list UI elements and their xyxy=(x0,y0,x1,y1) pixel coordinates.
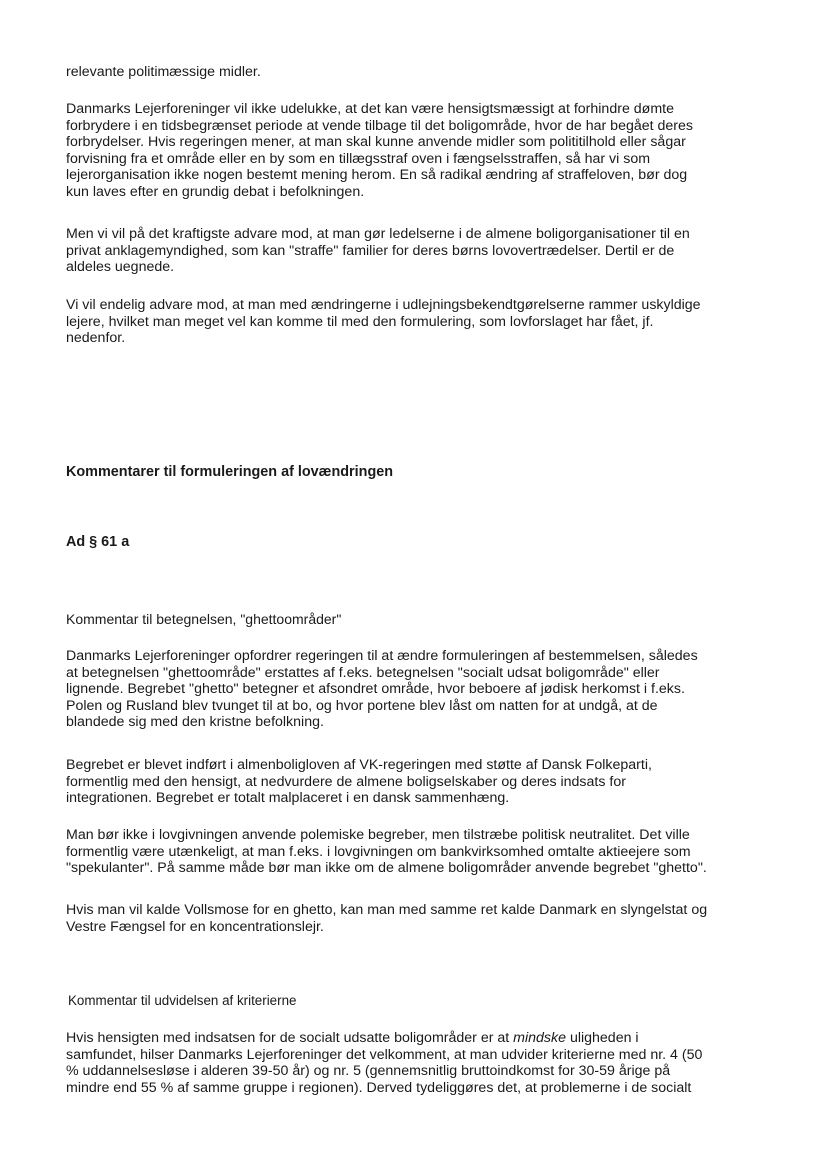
text-line: Polen og Rusland blev tvunget til at bo, og hvor portene blev låst om natten for at undgå, at de xyxy=(66,697,658,714)
text-line: formentlig være utænkeligt, at man f.eks. i lovgivningen om bankvirksomhed omtalte aktieejere som xyxy=(66,843,691,860)
intro-paragraph xyxy=(66,64,261,81)
section-heading: Kommentarer til formuleringen af lovændringen xyxy=(66,464,394,480)
text-line: aldeles uegnede. xyxy=(66,259,175,276)
text-line: % uddannelsesløse i alderen 39-50 år) og nr. 5 (gennemsnitlig bruttoindkomst for 30-59 årige på xyxy=(66,1063,671,1080)
text-line: mindre end 55 % af samme gruppe i regionen). Derved tydeliggøres det, at problemerne i de socialt xyxy=(66,1079,692,1096)
text-line: Danmarks Lejerforeninger vil ikke udelukke, at det kan være hensigtsmæssigt at forhindre dømte xyxy=(66,101,674,117)
text-line: integrationen. Begrebet er totalt malplaceret i en dansk sammenhæng. xyxy=(66,790,510,807)
text-line: Man bør ikke i lovgivningen anvende polemiske begreber, men tilstræbe politisk neutralitet. Det ville xyxy=(66,827,690,843)
text-line: forbrydelser. Hvis regeringen mener, at man skal kunne anvende midler som polititilhold eller sågar xyxy=(66,134,686,151)
text-line: relevante politimæssige midler. xyxy=(66,64,261,80)
comment-heading-ghetto: Kommentar til betegnelsen, "ghettoområder" xyxy=(66,611,342,627)
text-segment: uligheden i xyxy=(566,1030,639,1046)
emphasis-text: mindske xyxy=(513,1030,566,1046)
text-line xyxy=(66,1030,702,1047)
text-line: "spekulanter". På samme måde bør man ikke om de almene boligområder anvende begrebet "ghetto". xyxy=(66,860,707,877)
text-line: Danmarks Lejerforeninger opfordrer regeringen til at ændre formuleringen af bestemmelsen, således xyxy=(66,648,698,664)
text-line: privat anklagemyndighed, som kan "straffe" familier for deres børns lovovertrædelser. Dertil er de xyxy=(66,242,675,259)
paragraph-warning xyxy=(66,226,690,276)
text-line: Begrebet er blevet indført i almenboligloven af VK-regeringen med støtte af Dansk Folkeparti, xyxy=(66,757,652,773)
text-line: forvisning fra et område eller en by som en tillægsstraf oven i fængselsstraffen, så har vi som xyxy=(66,150,651,167)
text-line: at betegnelsen "ghettoområde" erstattes af f.eks. betegnelsen "socialt udsat boligområde" eller xyxy=(66,664,660,681)
comment-heading-criteria: Kommentar til udvidelsen af kriterierne xyxy=(68,993,297,1008)
subsection-heading: Ad § 61 a xyxy=(66,534,130,550)
text-line: Hvis man vil kalde Vollsmose for en ghetto, kan man med samme ret kalde Danmark en slyngelstat og xyxy=(66,902,708,918)
paragraph-vollsmose xyxy=(66,902,707,935)
text-line: lejerorganisation ikke nogen bestemt mening herom. En så radikal ændring af straffeloven, bør dog xyxy=(66,167,688,184)
text-line: kun laves efter en grundig debat i befolkningen. xyxy=(66,183,365,200)
text-line: lignende. Begrebet "ghetto" betegner et afsondret område, hvor beboere af jødisk herkomst i f.eks. xyxy=(66,681,685,698)
paragraph-exclusion xyxy=(66,101,693,201)
text-line: Vestre Fængsel for en koncentrationslejr. xyxy=(66,918,324,935)
text-line: forbrydere i en tidsbegrænset periode at vende tilbage til det boligområde, hvor de har begået deres xyxy=(66,117,694,134)
text-segment: Hvis hensigten med indsatsen for de socialt udsatte boligområder er at xyxy=(66,1030,514,1046)
paragraph-term-origin xyxy=(66,757,652,807)
text-line: samfundet, hilser Danmarks Lejerforeninger det velkomment, at man udvider kriterierne med nr. 4 (50 xyxy=(66,1046,703,1063)
text-line: lejere, hvilket man meget vel kan komme til med den formulering, som lovforslaget har fået, jf. xyxy=(66,313,654,330)
paragraph-final-warning xyxy=(66,297,701,347)
text-line: nedenfor. xyxy=(66,330,126,347)
paragraph-ghetto-term xyxy=(66,648,698,731)
text-line: formentlig med den hensigt, at nedvurdere de almene boligselskaber og deres indsats for xyxy=(66,773,626,790)
paragraph-neutrality xyxy=(66,827,707,877)
text-line: Vi vil endelig advare mod, at man med ændringerne i udlejningsbekendtgørelserne rammer uskyldige xyxy=(66,297,701,313)
paragraph-criteria xyxy=(66,1030,702,1096)
text-line: Men vi vil på det kraftigste advare mod, at man gør ledelserne i de almene boligorganisationer til en xyxy=(66,226,690,242)
text-line: blandede sig med den kristne befolkning. xyxy=(66,714,324,731)
